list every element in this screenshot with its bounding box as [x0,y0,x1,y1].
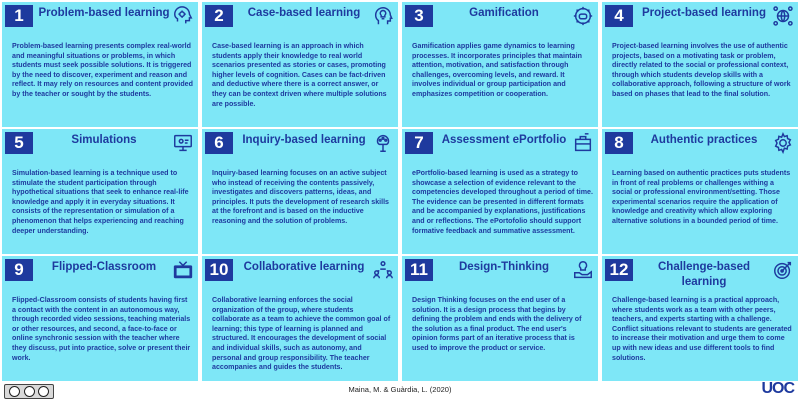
card-title: Gamification [469,7,539,19]
card-description: Gamification applies game dynamics to learning processes. It incorporates principles that maintain attention, motivation, and satisfaction through challenges, overcoming levels, and reward. It involves individual or group participation and emphasizes competition or cooperation. [412,42,582,98]
card-title: Case-based learning [247,7,361,19]
card-description: Learning based on authentic practices puts students in front of real problems or challenges withing a social or professional environment/setting. Those experimental scenarios require the application of knowledge and creativity which allow exploring alternative solutions in a bounded period of time. [612,169,791,225]
card-description: Challenge-based learning is a practical approach, where students work as a team with other peers, teachers, and experts starting with a challenge. Conflict situations relevant to students are generated to increase their motivation and urge them to come up with new ideas and use different tools to find solutions. [612,296,792,362]
card-title: Design-Thinking [458,261,550,273]
target-arrow-icon [772,259,794,281]
gear-icon [772,132,794,154]
card-simulations [2,129,198,254]
card-description: Collaborative learning enforces the social organization of the group, where students collaborate as a team to achieve the common goal of learning; this type of learning is planned and structured. It encourages the development of social and individual skills, such as autonomy, and personal and group responsibility. The teacher accompanies and guides the students. [212,296,391,372]
credit-text: Maina, M. & Guàrdia, L. (2020) [348,385,452,394]
card-inquiry-based-learning [202,129,398,254]
card-number: 10 [205,259,233,281]
people-group-icon [372,259,394,281]
card-title: Problem-based learning [38,7,170,19]
portfolio-icon [572,132,594,154]
card-assessment-eportfolio [402,129,598,254]
card-gamification [402,2,598,127]
card-title: Project-based learning [642,7,766,19]
card-number: 11 [405,259,433,281]
card-description: Project-based learning involves the use of authentic projects, based on a motivating task or problem, directly related to the social or professional context, through which students develop skills with a collaborative approach, following a structure of work based on phases that lead to the final solution. [612,42,791,98]
card-description: Design Thinking focuses on the end user of a solution. It is a design process that begins by defining the problem and ends with the delivery of the solution as a final product. The end user's opinion forms part of an iterative process that is used to improve the product or service. [412,296,582,352]
globe-network-icon [772,5,794,27]
card-title: Assessment ePortfolio [441,134,567,146]
card-number: 7 [405,132,433,154]
card-description: Flipped-Classroom consists of students having first a contact with the content in an autonomous way, through recorded video sessions, teaching materials or other resources, and second, a face-to-face or online synchronic session with the teacher where they discuss, put into practice, solve or present their work. [12,296,191,362]
card-challenge-based-learning [602,256,798,381]
card-number: 5 [5,132,33,154]
card-case-based-learning [202,2,398,127]
card-description: Simulation-based learning is a technique used to stimulate the student participation through hypothetical situations that seek to enhance real-life knowledge and apply it in everyday situations. It consists of the representation or simulation of a phenomenon that helps experiencing and reaching deeper understanding. [12,169,189,235]
tv-icon [172,259,194,281]
uoc-logo: UOC [761,380,794,397]
card-title: Simulations [71,134,137,146]
card-description: Problem-based learning presents complex real-world and meaningful situations or problems, in which students must seek possible solutions. It is triggered by the need to discover, experiment and reason and reflect. It may rely on resources and content provided by the teacher or sought by the students. [12,42,193,98]
card-title: Inquiry-based learning [242,134,366,146]
card-description: Inquiry-based learning focuses on an active subject who instead of receiving the contents passively, investigates and discovers patterns, ideas, and principles. It puts the development of research skills at the forefront and is based on the inductive reasoning and the solution of problems. [212,169,390,225]
card-number: 8 [605,132,633,154]
card-project-based-learning [602,2,798,127]
card-number: 6 [205,132,233,154]
card-collaborative-learning [202,256,398,381]
card-number: 9 [5,259,33,281]
card-design-thinking [402,256,598,381]
card-problem-based-learning [2,2,198,127]
tree-network-icon [372,132,394,154]
card-title: Challenge-based learning [657,261,751,288]
brain-gear-icon [172,5,194,27]
hand-lightbulb-icon [572,259,594,281]
card-number: 1 [5,5,33,27]
card-number: 2 [205,5,233,27]
card-number: 3 [405,5,433,27]
footer [0,382,800,400]
game-gear-icon [572,5,594,27]
card-flipped-classroom [2,256,198,381]
card-authentic-practices [602,129,798,254]
card-title: Flipped-Classroom [51,261,157,273]
card-title: Authentic practices [650,134,758,146]
card-description: ePortfolio-based learning is used as a strategy to showcase a selection of evidence relevant to the competencies developed throughout a period of time. The evidence can be presented in different formats and be accompanied by explanations, justifications and or reflections. The ePortofolio should support formative feedback and summative assessment. [412,169,593,235]
monitor-presentation-icon [172,132,194,154]
card-description: Case-based learning is an approach in which students apply their knowledge to real world scenarios presented as stories or cases, promoting higher levels of cognition. Cases can be fact-driven and deductive where there is a correct answer, or they can be context driven where multiple solutions are possible. [212,42,387,108]
card-title: Collaborative learning [243,261,365,273]
card-number: 4 [605,5,633,27]
head-lightbulb-icon [372,5,394,27]
card-number: 12 [605,259,633,281]
